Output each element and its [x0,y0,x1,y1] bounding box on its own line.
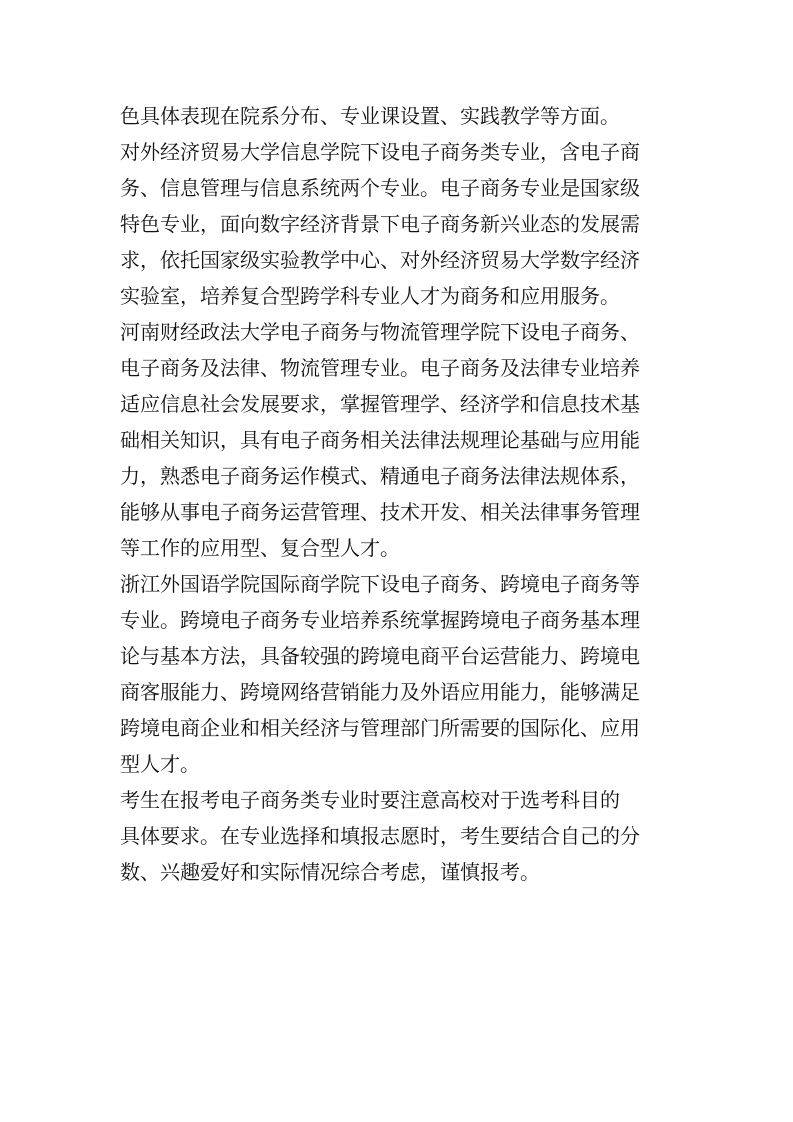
text-line: 考生在报考电子商务类专业时要注意高校对于选考科目的 [120,788,620,812]
text-line: 河南财经政法大学电子商务与物流管理学院下设电子商务、 [120,320,640,344]
paragraph-2 [120,134,680,314]
text-line: 础相关知识，具有电子商务相关法律法规理论基础与应用能 [120,428,640,452]
paragraph-4 [120,566,680,782]
text-line: 浙江外国语学院国际商学院下设电子商务、跨境电子商务等 [120,572,640,596]
text-line: 特色专业，面向数字经济背景下电子商务新兴业态的发展需 [120,212,640,236]
text-line: 数、兴趣爱好和实际情况综合考虑，谨慎报考。 [120,860,540,884]
text-line: 专业。跨境电子商务专业培养系统掌握跨境电子商务基本理 [120,608,640,632]
document-body [120,98,680,890]
text-line: 电子商务及法律、物流管理专业。电子商务及法律专业培养 [120,356,640,380]
text-line: 等工作的应用型、复合型人才。 [120,536,400,560]
text-line: 能够从事电子商务运营管理、技术开发、相关法律事务管理 [120,500,640,524]
paragraph-5 [120,782,680,890]
text-line: 色具体表现在院系分布、专业课设置、实践教学等方面。 [120,104,620,128]
text-line: 商客服能力、跨境网络营销能力及外语应用能力，能够满足 [120,680,640,704]
text-line: 实验室，培养复合型跨学科专业人才为商务和应用服务。 [120,284,620,308]
text-line: 型人才。 [120,752,200,776]
text-line: 跨境电商企业和相关经济与管理部门所需要的国际化、应用 [120,716,640,740]
text-line: 论与基本方法，具备较强的跨境电商平台运营能力、跨境电 [120,644,640,668]
paragraph-1 [120,98,680,134]
text-line: 具体要求。在专业选择和填报志愿时，考生要结合自己的分 [120,824,640,848]
text-line: 对外经济贸易大学信息学院下设电子商务类专业，含电子商 [120,140,640,164]
paragraph-3 [120,314,680,566]
text-line: 求，依托国家级实验教学中心、对外经济贸易大学数字经济 [120,248,640,272]
text-line: 力，熟悉电子商务运作模式、精通电子商务法律法规体系， [120,464,640,488]
text-line: 务、信息管理与信息系统两个专业。电子商务专业是国家级 [120,176,640,200]
text-line: 适应信息社会发展要求，掌握管理学、经济学和信息技术基 [120,392,640,416]
